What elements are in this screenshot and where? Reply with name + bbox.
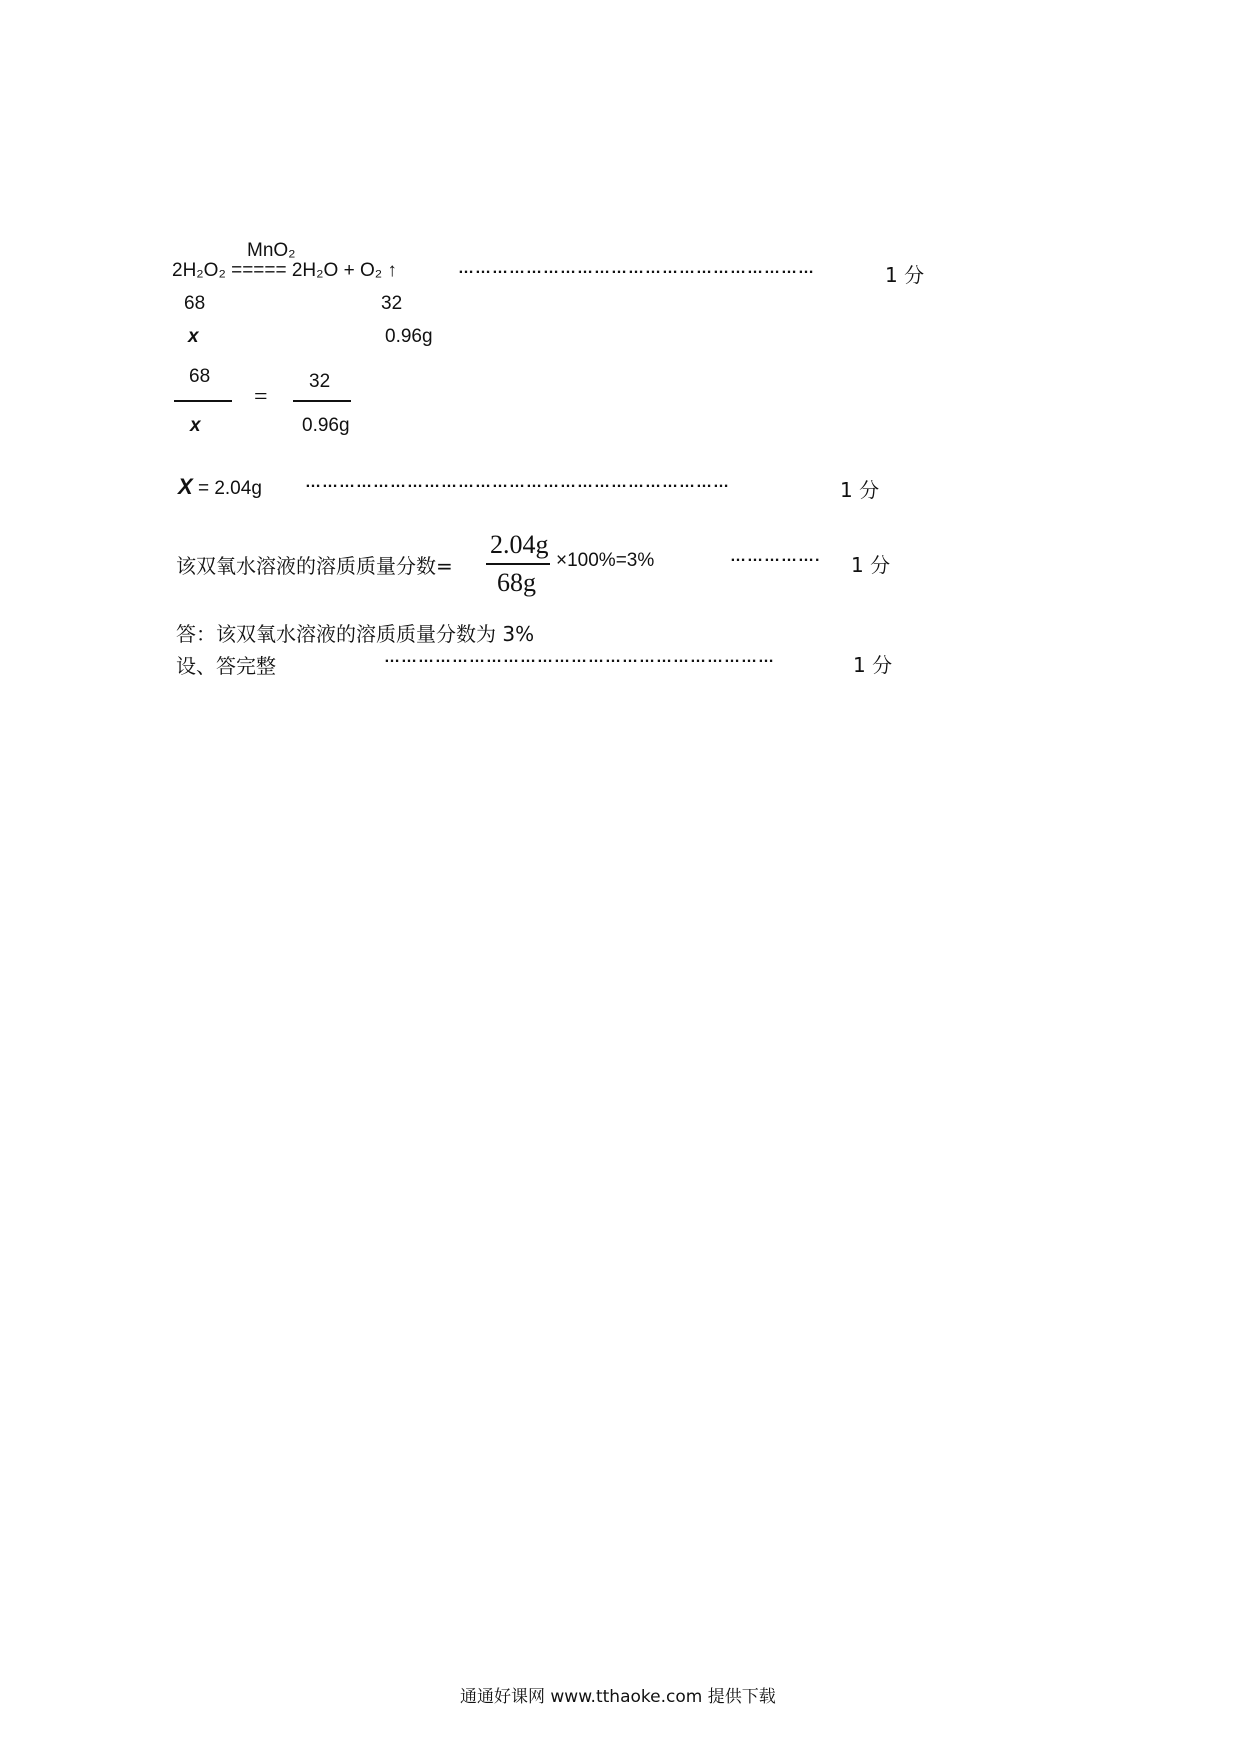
mass-fraction-prefix: 该双氧水溶液的溶质质量分数= [176,554,453,578]
proportion-num-left: 68 [189,366,211,387]
ratio-h2o2-mass: 68 [184,293,206,314]
score-dots-4: …………………………………………………………… [384,649,775,666]
score-2: 1 分 [840,478,880,502]
reaction-equation: 2H₂O₂ ===== 2H₂O + O₂ ↑ [172,260,397,281]
proportion-den-left: x [190,415,201,436]
answer-statement: 答：该双氧水溶液的溶质质量分数为 3% [176,622,535,646]
footer-credit: 通通好课网 www.tthaoke.com 提供下载 [460,1687,776,1707]
catalyst-label: MnO₂ [247,240,296,261]
score-1: 1 分 [885,263,925,287]
solution-line [178,474,262,500]
score-3: 1 分 [851,553,891,577]
proportion-den-right: 0.96g [302,415,350,436]
mass-fraction-denominator: 68g [497,568,536,597]
proportion-bar-left [174,400,232,402]
score-4: 1 分 [853,653,893,677]
score-dots-1: ……………………………………………………… [458,260,815,277]
solution-value: = 2.04g [192,478,262,499]
proportion-bar-right [293,400,351,402]
o2-produced: 0.96g [385,326,433,347]
mass-fraction-suffix: ×100%=3% [556,550,655,571]
proportion-num-right: 32 [309,371,331,392]
mass-fraction-bar [486,563,550,565]
completeness-label: 设、答完整 [176,654,276,678]
score-dots-2: ………………………………………………………………… [305,474,730,491]
proportion-equals: = [254,384,268,410]
unknown-x: x [188,326,199,347]
mass-fraction-numerator: 2.04g [490,530,549,559]
ratio-o2-mass: 32 [381,293,403,314]
solution-var: X [178,474,193,499]
score-dots-3: ……………. [730,548,821,565]
